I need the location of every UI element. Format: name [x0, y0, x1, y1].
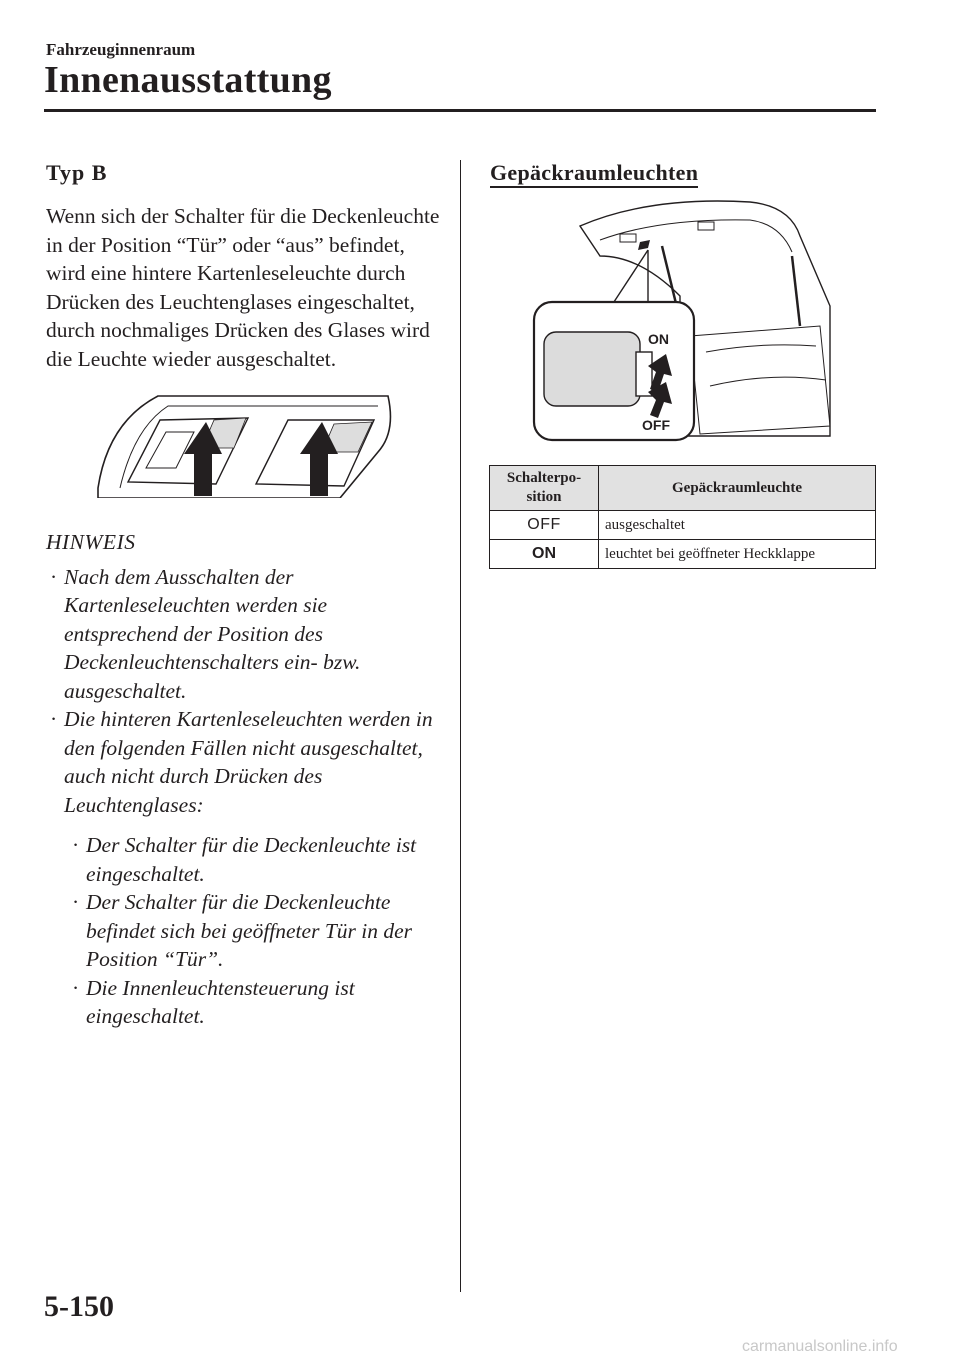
table-row: [490, 511, 876, 540]
title-underline: [490, 186, 698, 188]
luggage-light-title: Gepäckraumleuchten: [490, 160, 699, 185]
section-title: Innenausstattung: [44, 59, 332, 101]
off-label: OFF: [642, 417, 670, 433]
map-light-illustration: [88, 392, 396, 498]
watermark: carmanualsonline.info: [742, 1338, 898, 1355]
note-item: · Nach dem Ausschalten der Kartenleseleuchten werden sie entsprechend der Position des Deckenleuchtenschalters ein- bzw. ausgeschaltet.: [50, 564, 361, 703]
column-divider: [460, 160, 461, 1292]
page-number: 5-150: [44, 1290, 114, 1323]
position-off: OFF: [527, 516, 561, 533]
table-header-position: Schalterpo- sition: [490, 466, 599, 511]
position-on: ON: [532, 545, 556, 562]
row-description: ausgeschaltet: [599, 511, 876, 540]
note-subitem: · Der Schalter für die Deckenleuchte ist eingeschaltet.: [72, 833, 417, 886]
left-column: [46, 160, 446, 373]
switch-position-table: [489, 465, 876, 569]
type-b-paragraph: Wenn sich der Schalter für die Deckenleuchte in der Position “Tür” oder “aus” befindet, wird eine hintere Kartenleseleuchte durch Drücken des Leuchtenglases eingeschaltet, durch nochmaliges Drücken des Glases wird die Leuchte wieder ausgeschaltet.: [46, 204, 440, 371]
on-label: ON: [648, 331, 669, 347]
table-row: [490, 540, 876, 569]
note-subitem: · Der Schalter für die Deckenleuchte befindet sich bei geöffneter Tür in der Position “Tür”.: [72, 890, 413, 971]
note-title: HINWEIS: [46, 530, 136, 554]
row-description: leuchtet bei geöffneter Heckklappe: [599, 540, 876, 569]
luggage-light-illustration: [530, 196, 840, 446]
note-item: · Die hinteren Kartenleseleuchten werden in den folgenden Fällen nicht ausgeschaltet, auch nicht durch Drücken des Leuchtenglases:: [50, 707, 433, 817]
chapter-title: Fahrzeuginnenraum: [46, 40, 196, 59]
table-header-light: Gepäckraumleuchte: [599, 466, 876, 511]
type-b-heading: Typ B: [46, 160, 108, 185]
note-block: [46, 528, 446, 1031]
header-rule: [44, 109, 876, 112]
note-subitem: · Die Innenleuchtensteuerung ist eingeschaltet.: [72, 975, 355, 1028]
